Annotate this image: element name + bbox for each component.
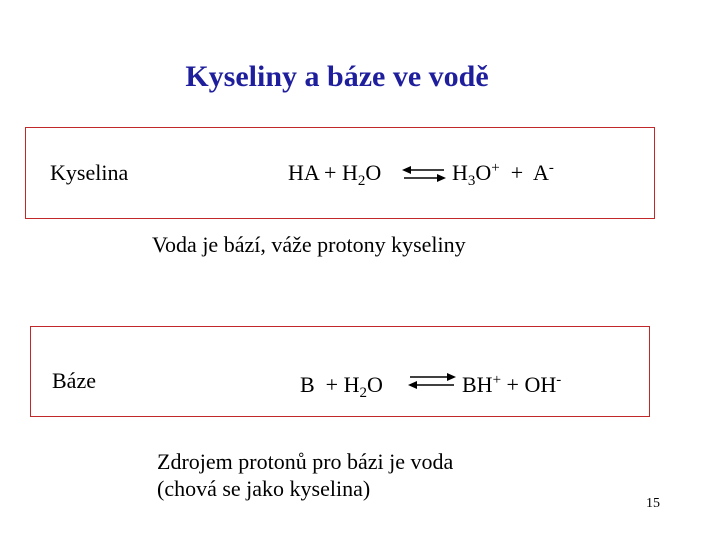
acid-products: $H_3O^+ + A^-$ bbox=[452, 160, 554, 189]
equilibrium-arrows-icon bbox=[408, 372, 456, 390]
base-label: Báze bbox=[52, 368, 96, 393]
acid-reactants: HA + $H_2O$ bbox=[288, 160, 382, 189]
acid-note: Voda je bází, váže protony kyseliny bbox=[152, 232, 466, 257]
equilibrium-arrows-icon bbox=[402, 165, 446, 183]
base-note bbox=[157, 448, 453, 502]
base-note-line2: (chová se jako kyselina) bbox=[157, 476, 371, 501]
acid-label: Kyselina bbox=[50, 160, 129, 185]
base-products: BH+ + OH- bbox=[462, 372, 562, 397]
base-reactants: $B + H_2O$ bbox=[300, 372, 383, 401]
base-note-line1: Zdrojem protonů pro bázi je voda bbox=[157, 449, 454, 474]
slide-number: 15 bbox=[646, 496, 660, 511]
slide-title: Kyseliny a báze ve vodě bbox=[185, 60, 489, 93]
